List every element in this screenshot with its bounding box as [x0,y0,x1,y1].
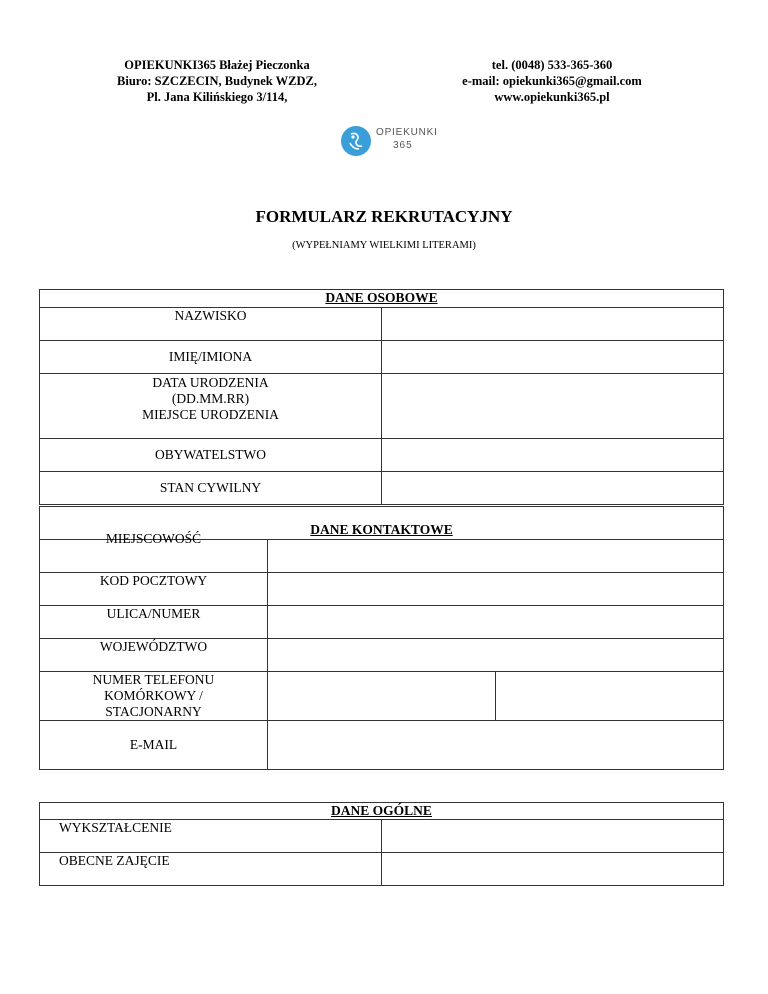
email-address: e-mail: opiekunki365@gmail.com [462,74,642,88]
section-heading-contact: DANE KONTAKTOWE [40,507,724,540]
general-data-table [39,802,724,886]
form-title: FORMULARZ REKRUTACYJNY [255,207,513,226]
form-subtitle: (WYPEŁNIAMY WIELKIMI LITERAMI) [292,240,476,251]
label-marital-status [40,472,382,505]
label-phone [40,672,268,721]
label-surname [40,308,382,341]
section-heading-personal: DANE OSOBOWE [40,290,724,308]
label-marital-status-text: STAN CYWILNY [159,480,262,495]
contact-header [427,57,677,105]
input-marital-status[interactable] [382,472,724,505]
label-first-names [40,341,382,374]
company-logo [340,123,440,163]
label-current-occupation [40,853,382,886]
company-name: OPIEKUNKI365 Błażej Pieczonka [124,58,310,72]
input-voivodeship[interactable] [268,639,724,672]
label-street-text: ULICA/NUMER [106,606,201,621]
section-heading-general: DANE OGÓLNE [40,803,724,820]
logo-number: 365 [393,140,413,151]
label-voivodeship [40,639,268,672]
label-surname-text: NAZWISKO [174,308,247,323]
contact-data-table [39,506,724,770]
label-citizenship [40,439,382,472]
label-postal-code [40,573,268,606]
street-address: Pl. Jana Kilińskiego 3/114, [146,90,288,104]
label-email [40,721,268,770]
logo-icon [340,125,372,157]
logo-name: OPIEKUNKI [376,127,438,138]
label-phone-text: NUMER TELEFONU KOMÓRKOWY / STACJONARNY [92,672,215,719]
label-street [40,606,268,639]
office-address: Biuro: SZCZECIN, Budynek WZDZ, [117,74,317,88]
label-city [40,531,268,573]
label-birth [40,374,382,439]
label-email-text: E-MAIL [129,737,178,752]
label-education [40,820,382,853]
personal-data-table [39,289,724,505]
label-citizenship-text: OBYWATELSTWO [155,447,266,462]
input-street[interactable] [268,606,724,639]
label-voivodeship-text: WOJEWÓDZTWO [99,639,208,654]
label-current-occupation-text: OBECNE ZAJĘCIE [59,853,170,868]
input-landline-phone[interactable] [496,672,724,721]
label-education-text: WYKSZTAŁCENIE [59,820,172,835]
input-postal-code[interactable] [268,573,724,606]
input-first-names[interactable] [382,341,724,374]
input-citizenship[interactable] [382,439,724,472]
input-current-occupation[interactable] [382,853,724,886]
input-city[interactable] [268,540,724,573]
website-url: www.opiekunki365.pl [494,90,610,104]
input-mobile-phone[interactable] [268,672,496,721]
input-education[interactable] [382,820,724,853]
label-birth-text: DATA URODZENIA (DD.MM.RR) MIEJSCE URODZENIA [142,375,279,422]
input-email[interactable] [268,721,724,770]
input-birth[interactable] [382,374,724,439]
label-postal-code-text: KOD POCZTOWY [99,573,208,588]
input-surname[interactable] [382,308,724,341]
label-city-text: MIEJSCOWOŚĆ [105,531,202,546]
company-header [92,57,342,105]
label-first-names-text: IMIĘ/IMIONA [168,349,253,364]
phone-number: tel. (0048) 533-365-360 [491,58,613,72]
